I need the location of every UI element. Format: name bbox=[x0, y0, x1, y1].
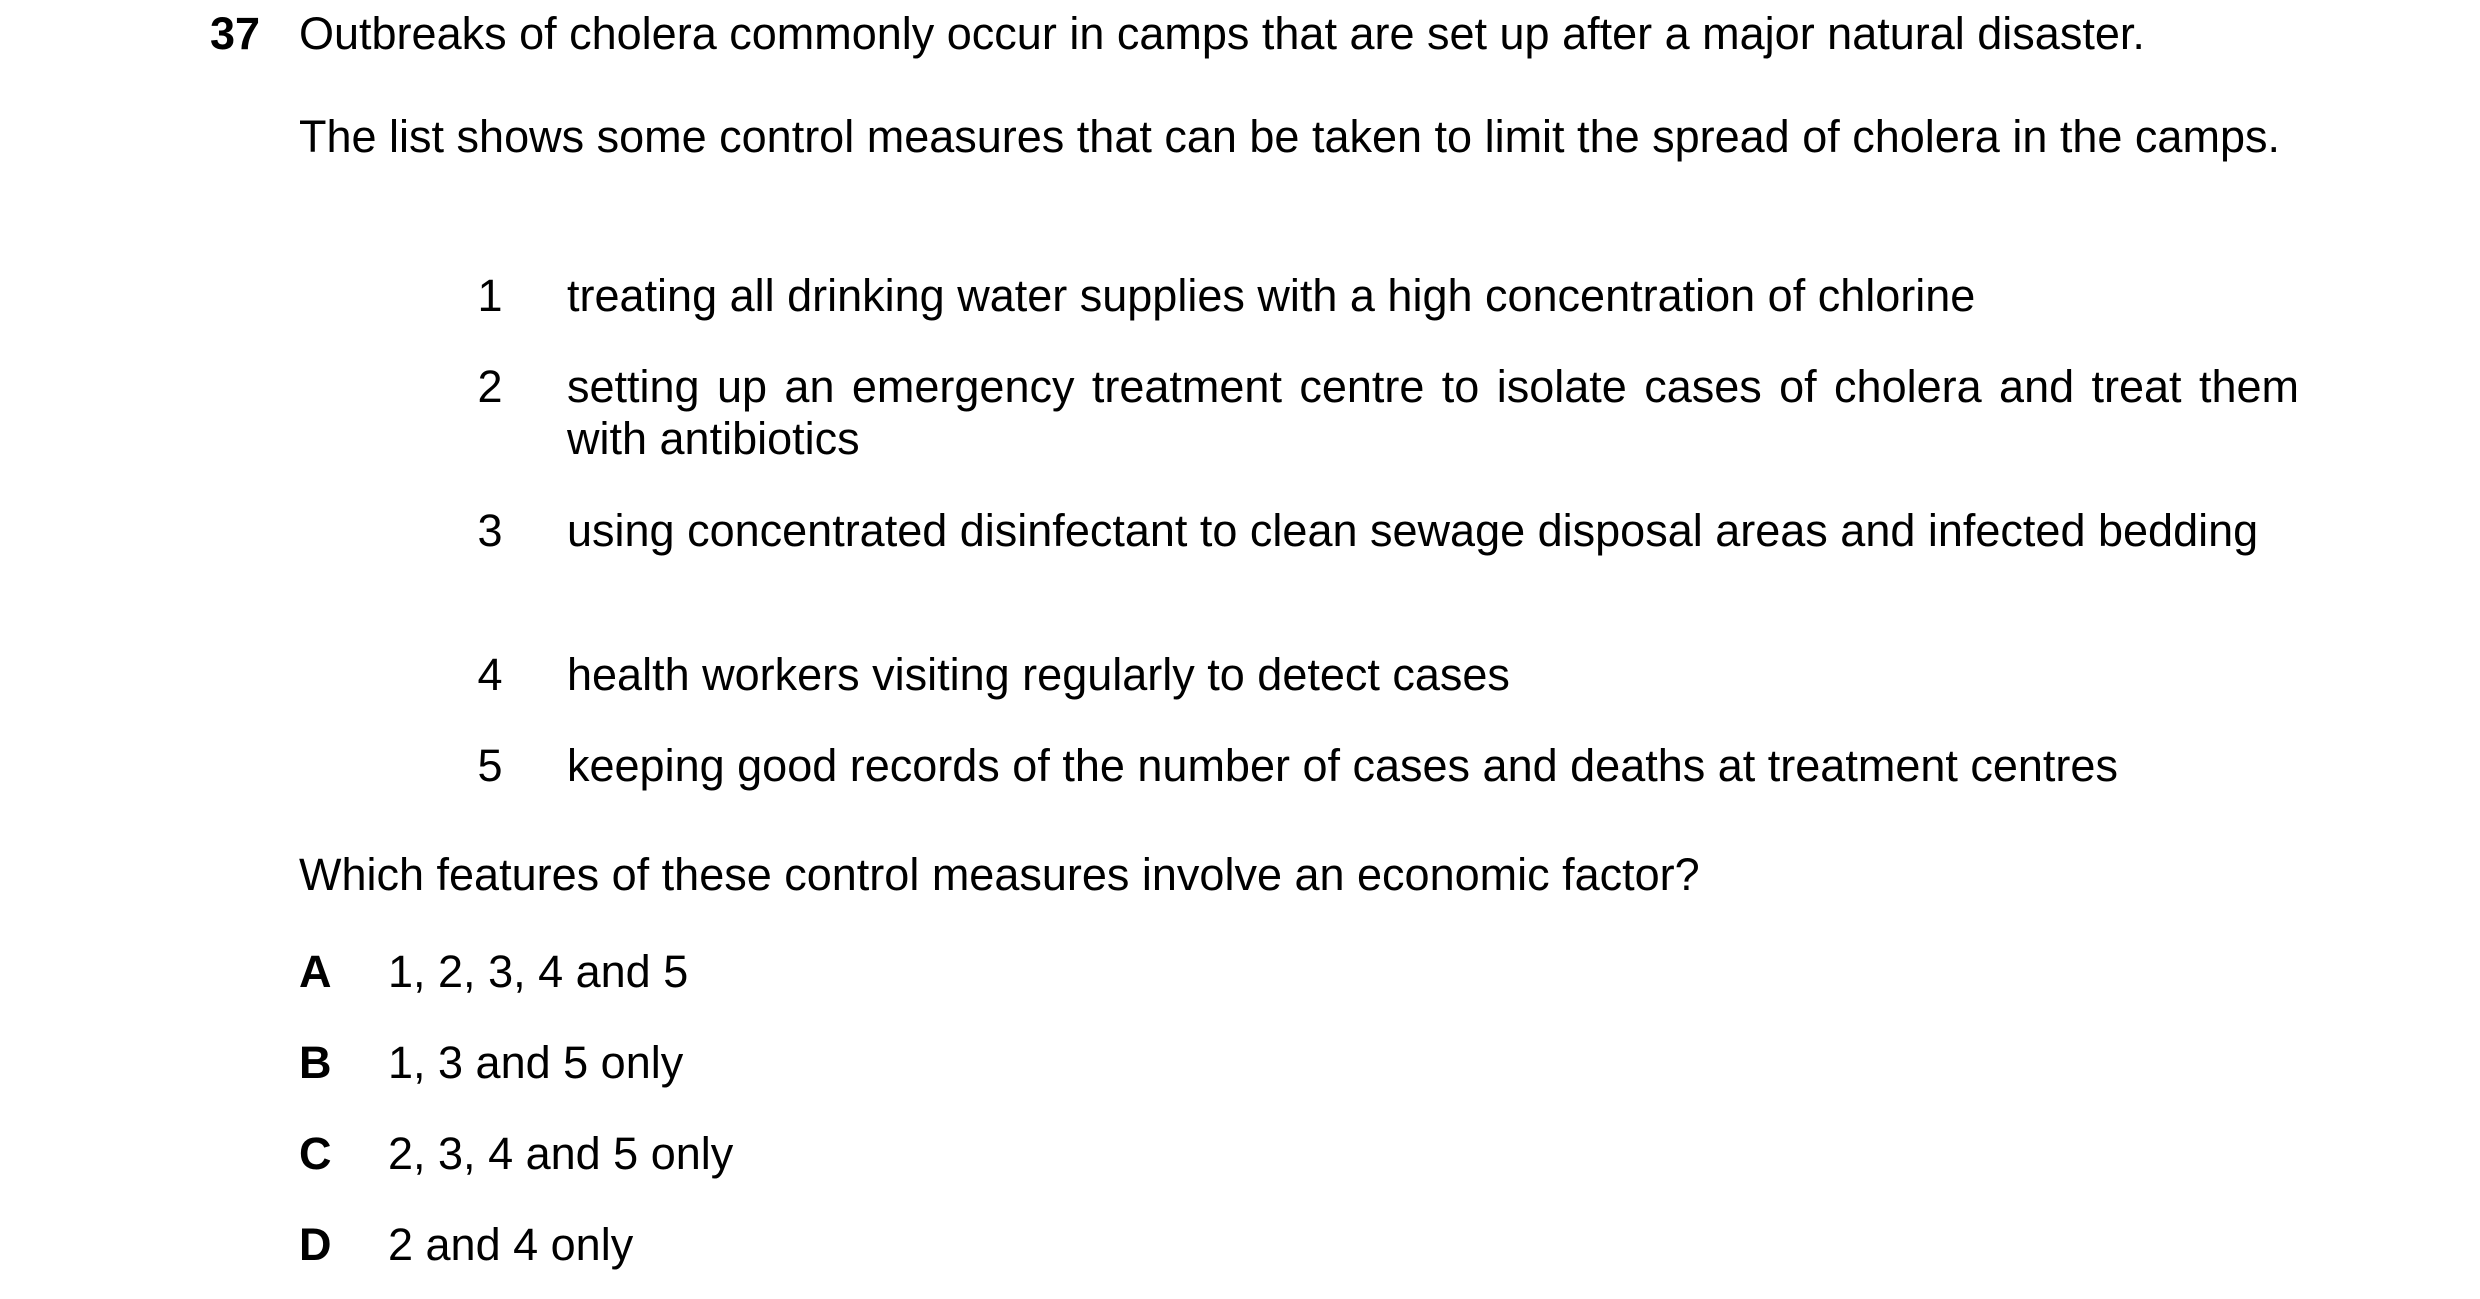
option-text: 1, 2, 3, 4 and 5 bbox=[388, 946, 689, 997]
measure-text: setting up an emergency treatment centre to isolate cases of cholera and treat them with antibiotics bbox=[567, 361, 2299, 464]
measure-number: 5 bbox=[477, 740, 503, 791]
option-text: 1, 3 and 5 only bbox=[388, 1037, 684, 1088]
measure-number: 2 bbox=[477, 361, 503, 412]
option-letter: A bbox=[299, 946, 332, 997]
question-prompt: Which features of these control measures involve an economic factor? bbox=[299, 849, 1700, 900]
measure-number: 4 bbox=[477, 649, 503, 700]
measure-text: using concentrated disinfectant to clean sewage disposal areas and infected bedding bbox=[567, 505, 2259, 556]
measure-text: keeping good records of the number of cases and deaths at treatment centres bbox=[567, 740, 2118, 791]
list-intro: The list shows some control measures that can be taken to limit the spread of cholera in the camps. bbox=[299, 111, 2280, 162]
option-letter: C bbox=[299, 1128, 332, 1179]
option-text: 2, 3, 4 and 5 only bbox=[388, 1128, 734, 1179]
question-intro: Outbreaks of cholera commonly occur in camps that are set up after a major natural disaster. bbox=[299, 8, 2145, 59]
measure-number: 1 bbox=[477, 270, 503, 321]
measure-text: treating all drinking water supplies with a high concentration of chlorine bbox=[567, 270, 1976, 321]
option-letter: B bbox=[299, 1037, 332, 1088]
measure-text: health workers visiting regularly to detect cases bbox=[567, 649, 1510, 700]
option-text: 2 and 4 only bbox=[388, 1219, 634, 1270]
option-letter: D bbox=[299, 1219, 332, 1270]
question-number: 37 bbox=[210, 8, 261, 59]
measure-number: 3 bbox=[477, 505, 503, 556]
